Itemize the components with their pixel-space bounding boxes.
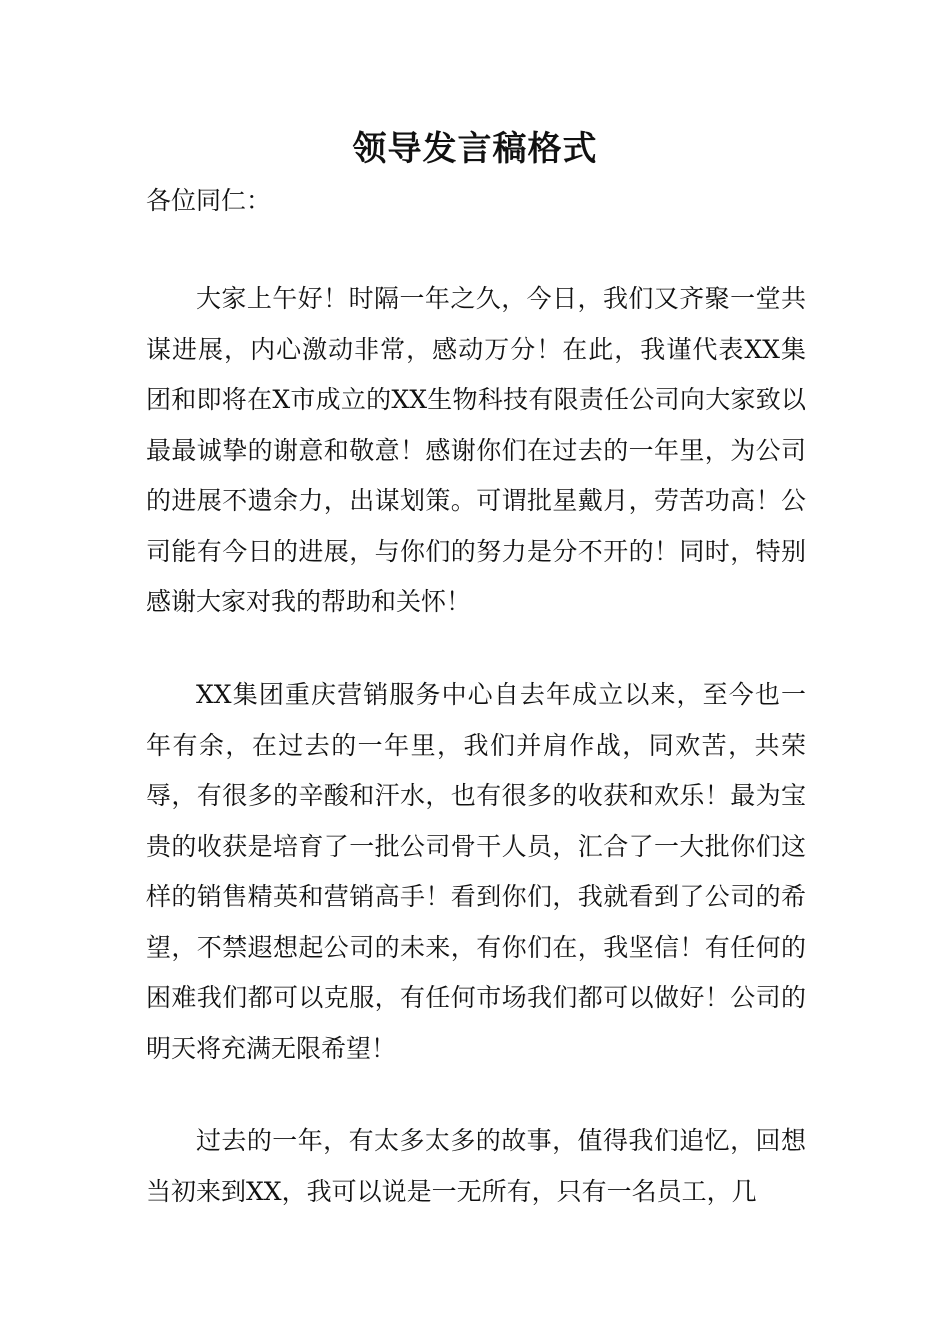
paragraph-2: XX集团重庆营销服务中心自去年成立以来，至今也一年有余，在过去的一年里，我们并肩作战，同欢苦，共荣辱，有很多的辛酸和汗水，也有很多的收获和欢乐！最为宝贵的收获是培育了一批公司骨干人员，汇合了一大批你们这样的销售精英和营销高手！看到你们，我就看到了公司的希望，不禁遐想起公司的未来，有你们在，我坚信！有任何的困难我们都可以克服，有任何市场我们都可以做好！公司的明天将充满无限希望！ xyxy=(146,680,806,1063)
document-title: 领导发言稿格式 xyxy=(352,129,598,169)
salutation: 各位同仁： xyxy=(146,186,272,215)
paragraph-1: 大家上午好！时隔一年之久，今日，我们又齐聚一堂共谋进展，内心激动非常，感动万分！在此，我谨代表XX集团和即将在X市成立的XX生物科技有限责任公司向大家致以最最诚挚的谢意和敬意！感谢你们在过去的一年里，为公司的进展不遗余力，出谋划策。可谓批星戴月，劳苦功高！公司能有今日的进展，与你们的努力是分不开的！同时，特别感谢大家对我的帮助和关怀！ xyxy=(146,284,806,616)
paragraph-3: 过去的一年，有太多太多的故事，值得我们追忆，回想当初来到XX，我可以说是一无所有，只有一名员工，几 xyxy=(146,1126,806,1206)
